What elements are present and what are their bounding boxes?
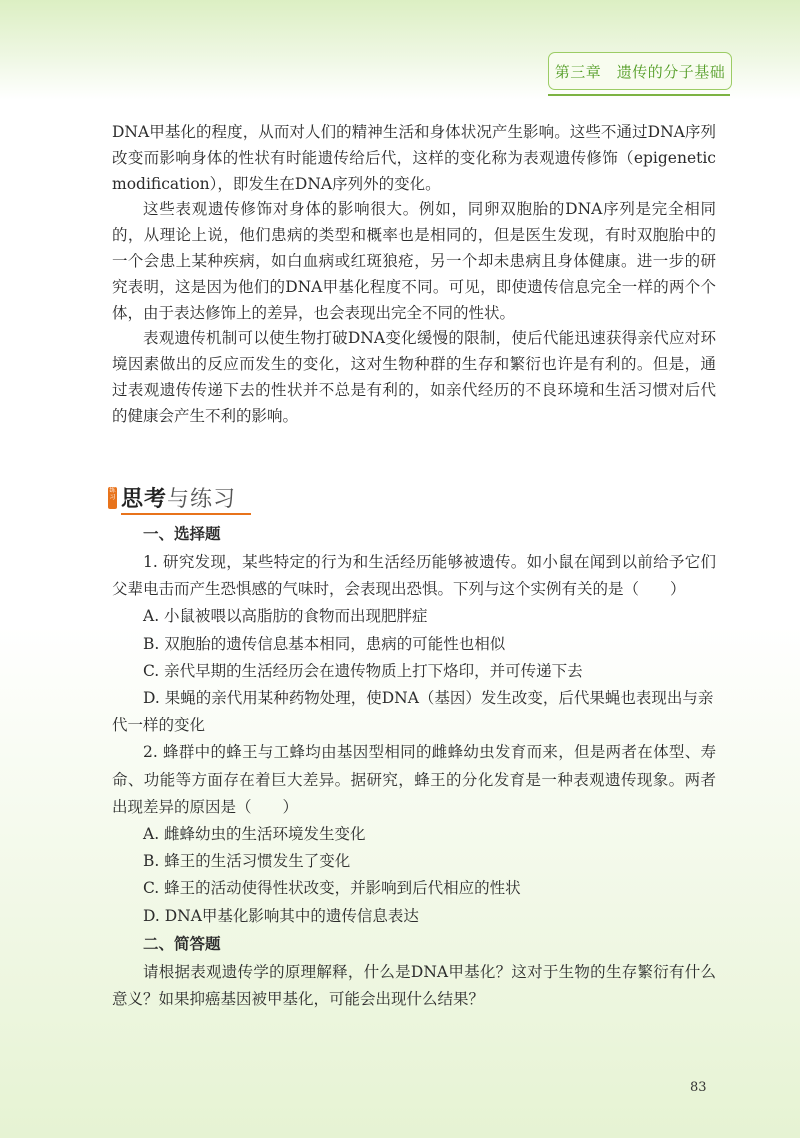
section-badge-icon: 练习 [108,487,117,509]
part1-title: 一、选择题 [143,525,221,543]
section-title-light: 与练习 [167,487,237,512]
exercise-block [112,520,716,1013]
paragraph-3: 表观遗传机制可以使生物打破DNA变化缓慢的限制，使后代能迅速获得亲代应对环境因素做出的反应而发生的变化，这对生物种群的生存和繁衍也许是有利的。但是，通过表观遗传传递下去的性状并不总是有利的，如亲代经历的不良环境和生活习惯对后代的健康会产生不利的影响。 [112,329,716,425]
question-1-stem: 1. 研究发现，某些特定的行为和生活经历能够被遗传。如小鼠在闻到以前给予它们父辈电击而产生恐惧感的气味时，会表现出恐惧。下列与这个实例有关的是（ ） [112,553,716,599]
section-title [121,482,236,513]
section-title-strong: 思考 [121,487,168,512]
part2-title: 二、简答题 [143,934,221,953]
section-heading [108,480,308,516]
body-text [112,120,716,430]
paragraph-1: DNA甲基化的程度，从而对人们的精神生活和身体状况产生影响。这些不通过DNA序列改变而影响身体的性状有时能遗传给后代，这样的变化称为表观遗传修饰（epigenetic modification），即发生在DNA序列外的变化。 [112,123,716,193]
question-2-stem: 2. 蜂群中的蜂王与工蜂均由基因型相同的雌蜂幼虫发育而来，但是两者在体型、寿命、功能等方面存在着巨大差异。据研究，蜂王的分化发育是一种表观遗传现象。两者出现差异的原因是（ ） [112,743,716,816]
paragraph-2: 这些表观遗传修饰对身体的影响很大。例如，同卵双胞胎的DNA序列是完全相同的，从理论上说，他们患病的类型和概率也是相同的，但是医生发现，有时双胞胎中的一个会患上某种疾病，如白血病或红斑狼疮，另一个却未患病且身体健康。进一步的研究表明，这是因为他们的DNA甲基化程度不同。可见，即使遗传信息完全一样的两个个体，由于表达修饰上的差异，也会表现出完全不同的性状。 [112,200,716,322]
question-2-option-a: A. 雌蜂幼虫的生活环境发生变化 [143,825,366,844]
question-3: 请根据表观遗传学的原理解释，什么是DNA甲基化？这对于生物的生存繁衍有什么意义？如果抑癌基因被甲基化，可能会出现什么结果？ [112,962,716,1009]
question-1-option-a: A. 小鼠被喂以高脂肪的食物而出现肥胖症 [143,607,428,626]
question-2-option-c: C. 蜂王的活动使得性状改变，并影响到后代相应的性状 [143,879,521,898]
header-rule [548,94,730,96]
page-number: 83 [690,1080,707,1095]
question-1-option-b: B. 双胞胎的遗传信息基本相同，患病的可能性也相似 [143,634,506,653]
section-underline [121,513,251,515]
question-1-option-d: D. 果蝇的亲代用某种药物处理，使DNA（基因）发生改变，后代果蝇也表现出与亲代一样的变化 [112,689,714,735]
question-2-option-d: D. DNA甲基化影响其中的遗传信息表达 [143,906,419,925]
chapter-title: 第三章 遗传的分子基础 [554,62,726,81]
chapter-header [548,52,732,90]
question-2-option-b: B. 蜂王的生活习惯发生了变化 [143,852,351,871]
question-1-option-c: C. 亲代早期的生活经历会在遗传物质上打下烙印，并可传递下去 [143,661,583,680]
